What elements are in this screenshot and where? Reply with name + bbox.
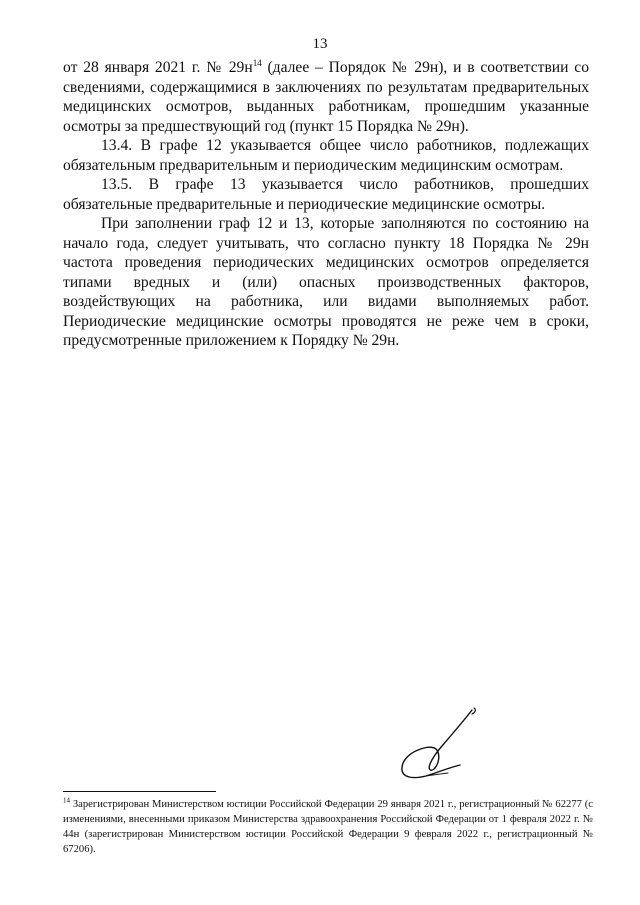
paragraph-13-4: 13.4. В графе 12 указывается общее число работников, подлежащих обязательным предварительным и периодическим медицинским осмотрам. [63, 137, 589, 174]
footnote-text: Зарегистрирован Министерством юстиции Российской Федерации 29 января 2021 г., регистрационный № 62277 (с изменениями, внесенными приказом Министерства здравоохранения Российской Федерации от 1 февраля 2022 г. № 44н (зарегистрирован Министерством юстиции Российской Федерации 9 февраля 2022 г., регистрационный № 67206). [63, 799, 593, 855]
paragraph-continuation [63, 58, 589, 136]
footnote-divider [63, 791, 216, 792]
paragraph-text: от 28 января 2021 г. № 29н [63, 59, 253, 76]
footnote-reference: 14 [252, 57, 262, 68]
paragraph-columns-12-13: При заполнении граф 12 и 13, которые заполняются по состоянию на начало года, следует учитывать, что согласно пункту 18 Порядка № 29н частота проведения периодических медицинских осмотров определяется типами вредных и (или) опасных производственных факторов, воздействующих на работника, или видами выполняемых работ. Периодические медицинские осмотры проводятся не реже чем в сроки, предусмотренные приложением к Порядку № 29н. [63, 215, 589, 349]
signature-image [396, 706, 486, 786]
footnote-marker: 14 [63, 796, 70, 805]
footnote [63, 797, 593, 857]
paragraph-text: (далее – Порядок № 29н), и в соответствии со сведениями, содержащимися в заключениях по результатам предварительных медицинских осмотров, выданных работникам, прошедшим указанные осмотры за предшествующий год (пункт 15 Порядка № 29н). [63, 59, 589, 135]
paragraph-13-5: 13.5. В графе 13 указывается число работников, прошедших обязательные предварительные и периодические медицинские осмотры. [63, 176, 589, 213]
page-number: 13 [312, 36, 328, 52]
document-body [63, 58, 589, 351]
